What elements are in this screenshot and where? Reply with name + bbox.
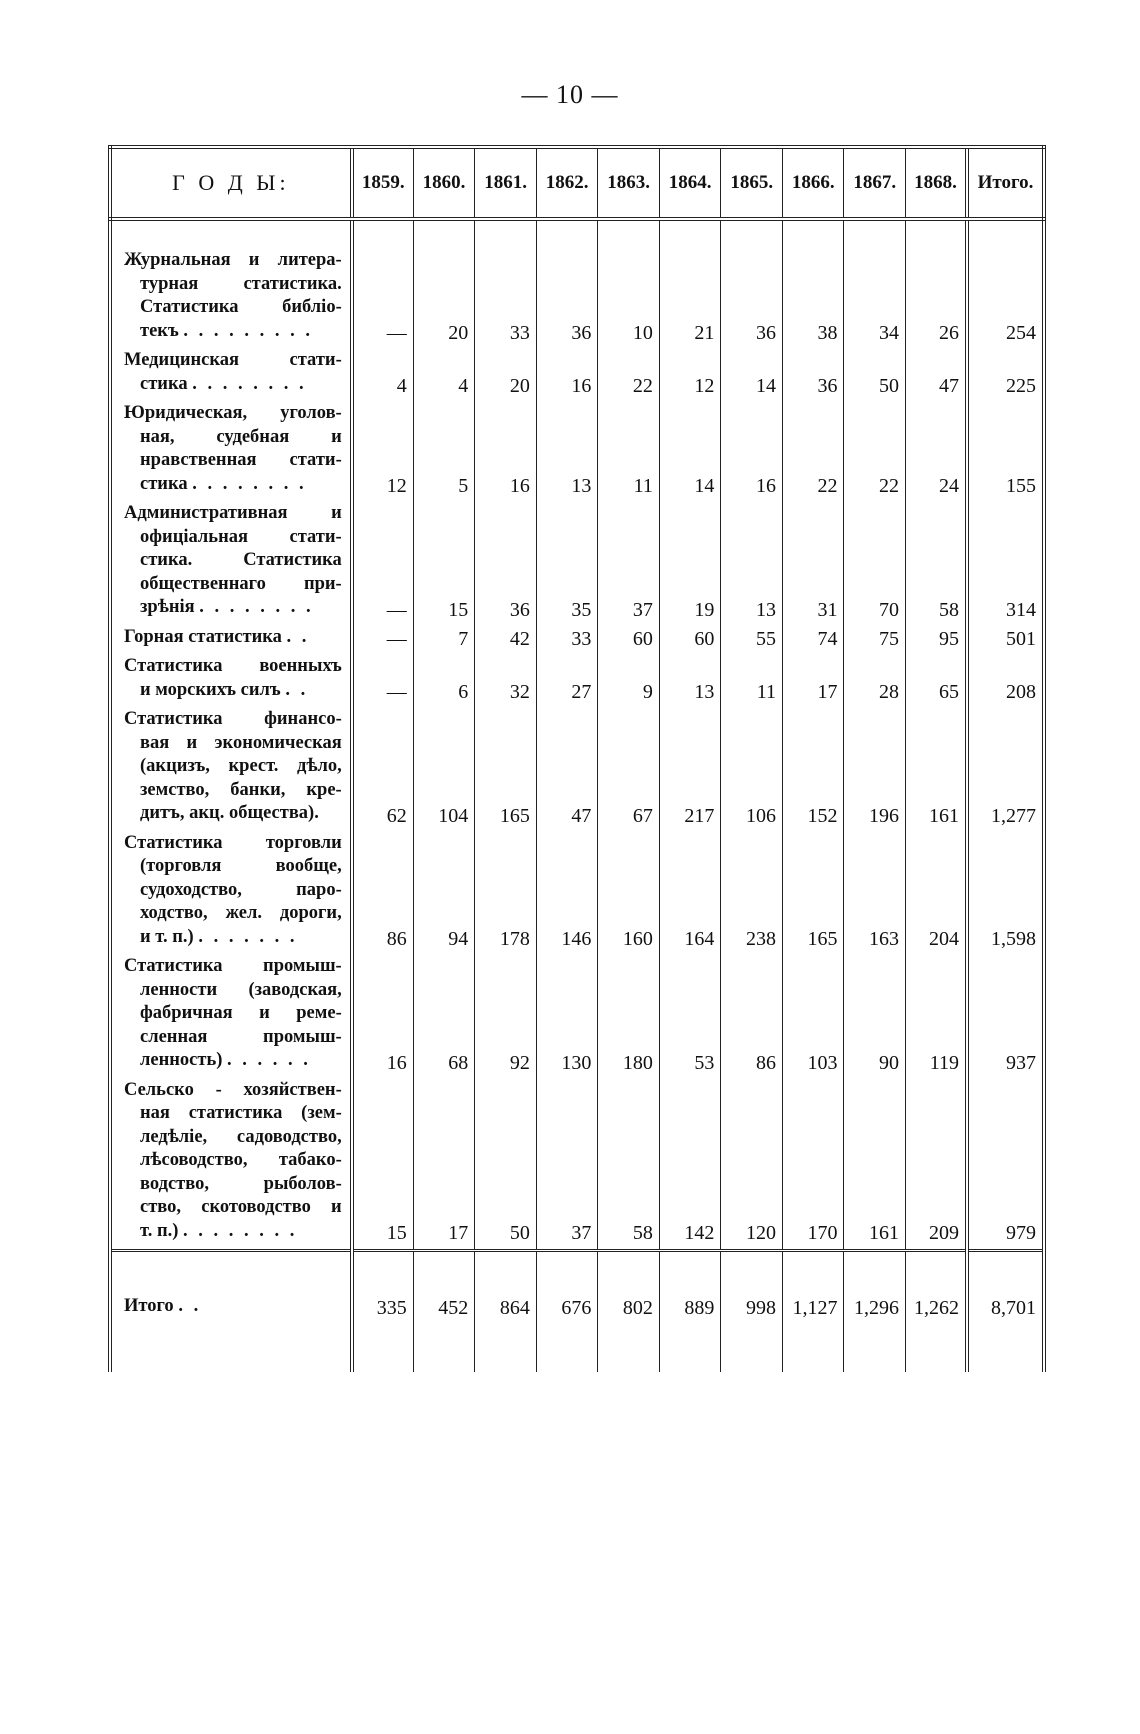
- value-cell: 160: [598, 832, 660, 956]
- category-line: Сельско - хозяйствен-: [124, 1079, 342, 1100]
- value-cell: 24: [906, 402, 968, 502]
- year-header: 1859.: [352, 147, 414, 219]
- value-cell: 90: [844, 955, 906, 1079]
- row-total-cell: 208: [967, 655, 1044, 708]
- category-line: (акцизъ, крест. дѣло,: [140, 756, 342, 776]
- value-cell: 163: [844, 832, 906, 956]
- category-line: ная, судебная и: [140, 426, 342, 447]
- category-line: т. п.) . . . . . . . .: [140, 1220, 298, 1241]
- row-total-cell: 225: [967, 349, 1044, 402]
- totals-row: [110, 1251, 1044, 1325]
- category-line: турная статистика.: [140, 273, 342, 294]
- category-line: текъ . . . . . . . . .: [140, 320, 313, 341]
- value-cell: 15: [413, 502, 475, 626]
- category-line: Статистика военныхъ: [124, 656, 342, 676]
- table-row: [110, 832, 1044, 956]
- year-total-cell: 335: [352, 1251, 414, 1325]
- value-cell: 11: [721, 655, 783, 708]
- value-cell: 146: [536, 832, 598, 956]
- category-line: стика. Статистика: [140, 550, 342, 570]
- value-cell: 92: [475, 955, 537, 1079]
- table-row: [110, 955, 1044, 1079]
- leader-dots: . .: [178, 1295, 202, 1316]
- value-cell: 178: [475, 832, 537, 956]
- value-cell: 130: [536, 955, 598, 1079]
- value-cell: 75: [844, 626, 906, 656]
- row-total-cell: 937: [967, 955, 1044, 1079]
- value-cell: 4: [352, 349, 414, 402]
- value-cell: 47: [906, 349, 968, 402]
- value-cell: 33: [536, 626, 598, 656]
- value-cell: 31: [782, 502, 844, 626]
- value-cell: 170: [782, 1079, 844, 1251]
- value-cell: 12: [659, 349, 721, 402]
- leader-dots: . .: [285, 679, 309, 700]
- grand-total-cell: 8,701: [967, 1251, 1044, 1325]
- value-cell: 11: [598, 402, 660, 502]
- category-line: и морскихъ силъ . .: [140, 679, 309, 700]
- years-header-label: Г О Д Ы:: [110, 147, 352, 219]
- bottom-space: [110, 1324, 1044, 1372]
- value-cell: 28: [844, 655, 906, 708]
- value-cell: 50: [475, 1079, 537, 1251]
- value-cell: 103: [782, 955, 844, 1079]
- category-label: [110, 708, 352, 832]
- value-cell: 55: [721, 626, 783, 656]
- value-cell: 17: [413, 1079, 475, 1251]
- year-header: 1868.: [906, 147, 968, 219]
- value-cell: 204: [906, 832, 968, 956]
- category-label: [110, 402, 352, 502]
- value-cell: 60: [659, 626, 721, 656]
- table-row: [110, 349, 1044, 402]
- value-cell: 58: [598, 1079, 660, 1251]
- value-cell: 164: [659, 832, 721, 956]
- value-cell: 60: [598, 626, 660, 656]
- category-line: Статистика промыш-: [124, 956, 342, 976]
- category-line: ная статистика (зем-: [140, 1103, 342, 1123]
- table-body: [110, 219, 1044, 1372]
- category-line: вая и экономическая: [140, 732, 342, 753]
- category-line: Статистика торговли: [124, 832, 342, 853]
- value-cell: 33: [475, 249, 537, 349]
- category-line: ледѣліе, садоводство,: [140, 1126, 342, 1147]
- value-cell: 161: [844, 1079, 906, 1251]
- value-cell: 4: [413, 349, 475, 402]
- year-header: 1863.: [598, 147, 660, 219]
- table-row: [110, 249, 1044, 349]
- value-cell: 14: [721, 349, 783, 402]
- category-line: и т. п.) . . . . . . .: [140, 926, 298, 947]
- leader-dots: . . . . . .: [227, 1050, 311, 1070]
- value-cell: 47: [536, 708, 598, 832]
- row-total-cell: 1,598: [967, 832, 1044, 956]
- leader-dots: . . . . . . .: [198, 926, 298, 947]
- leader-dots: . . . . . . . .: [183, 1220, 298, 1241]
- value-cell: 10: [598, 249, 660, 349]
- category-line: Медицинская стати-: [124, 350, 342, 370]
- row-total-cell: 254: [967, 249, 1044, 349]
- value-cell: 16: [475, 402, 537, 502]
- row-total-cell: 314: [967, 502, 1044, 626]
- value-cell: 37: [536, 1079, 598, 1251]
- row-total-cell: 1,277: [967, 708, 1044, 832]
- category-line: зрѣнія . . . . . . . .: [140, 597, 314, 617]
- category-label: [110, 832, 352, 956]
- category-line: сленная промыш-: [140, 1026, 342, 1047]
- value-cell: 120: [721, 1079, 783, 1251]
- category-label: [110, 349, 352, 402]
- category-label: [110, 502, 352, 626]
- year-header: 1864.: [659, 147, 721, 219]
- year-total-cell: 1,296: [844, 1251, 906, 1325]
- spacer: [110, 219, 1044, 249]
- category-line: Статистика финансо-: [124, 709, 342, 729]
- value-cell: 104: [413, 708, 475, 832]
- value-cell: 15: [352, 1079, 414, 1251]
- year-header: 1862.: [536, 147, 598, 219]
- value-cell: 58: [906, 502, 968, 626]
- table-row: [110, 502, 1044, 626]
- leader-dots: . . . . . . . .: [192, 373, 307, 394]
- category-line: водство, рыболов-: [140, 1173, 342, 1194]
- value-cell: 165: [782, 832, 844, 956]
- year-header: 1865.: [721, 147, 783, 219]
- category-label: [110, 955, 352, 1079]
- value-cell: 26: [906, 249, 968, 349]
- value-cell: 70: [844, 502, 906, 626]
- value-cell: 20: [475, 349, 537, 402]
- year-total-cell: 452: [413, 1251, 475, 1325]
- value-cell: 22: [844, 402, 906, 502]
- category-line: стика . . . . . . . .: [140, 373, 307, 394]
- value-cell: 13: [536, 402, 598, 502]
- value-cell: 42: [475, 626, 537, 656]
- year-total-cell: 998: [721, 1251, 783, 1325]
- header-row: [110, 147, 1044, 219]
- row-total-cell: 979: [967, 1079, 1044, 1251]
- value-cell: 37: [598, 502, 660, 626]
- value-cell: 35: [536, 502, 598, 626]
- value-cell: 14: [659, 402, 721, 502]
- leader-dots: . . . . . . . . .: [183, 320, 313, 341]
- category-label: [110, 655, 352, 708]
- row-total-cell: 155: [967, 402, 1044, 502]
- leader-dots: . . . . . . . .: [192, 473, 307, 494]
- value-cell: 5: [413, 402, 475, 502]
- table-row: [110, 655, 1044, 708]
- year-total-cell: 676: [536, 1251, 598, 1325]
- year-total-cell: 864: [475, 1251, 537, 1325]
- leader-dots: . . . . . . . .: [199, 597, 314, 617]
- table-row: [110, 708, 1044, 832]
- page-number: — 10 —: [521, 80, 619, 109]
- value-cell: 34: [844, 249, 906, 349]
- leader-dots: . .: [286, 626, 310, 647]
- year-header: 1861.: [475, 147, 537, 219]
- year-total-cell: 889: [659, 1251, 721, 1325]
- value-cell: 27: [536, 655, 598, 708]
- value-cell: 21: [659, 249, 721, 349]
- value-cell: 36: [721, 249, 783, 349]
- category-line: судоходство, паро-: [140, 879, 342, 900]
- value-cell: —: [352, 502, 414, 626]
- value-cell: 119: [906, 955, 968, 1079]
- category-line: нравственная стати-: [140, 450, 342, 470]
- value-cell: 74: [782, 626, 844, 656]
- value-cell: 53: [659, 955, 721, 1079]
- category-line: земство, банки, кре-: [140, 779, 342, 800]
- value-cell: 36: [536, 249, 598, 349]
- value-cell: 7: [413, 626, 475, 656]
- value-cell: 209: [906, 1079, 968, 1251]
- value-cell: 36: [475, 502, 537, 626]
- year-header: 1860.: [413, 147, 475, 219]
- value-cell: 16: [536, 349, 598, 402]
- value-cell: —: [352, 655, 414, 708]
- table-row: [110, 626, 1044, 656]
- value-cell: 152: [782, 708, 844, 832]
- table-row: [110, 1079, 1044, 1251]
- value-cell: 36: [782, 349, 844, 402]
- category-label: [110, 626, 352, 656]
- value-cell: 180: [598, 955, 660, 1079]
- category-line: стика . . . . . . . .: [140, 473, 307, 494]
- year-total-cell: 1,127: [782, 1251, 844, 1325]
- value-cell: 22: [782, 402, 844, 502]
- category-line: ходство, жел. дороги,: [140, 903, 342, 923]
- category-line: фабричная и реме-: [140, 1003, 342, 1023]
- value-cell: 9: [598, 655, 660, 708]
- year-header: 1866.: [782, 147, 844, 219]
- value-cell: 16: [721, 402, 783, 502]
- value-cell: 17: [782, 655, 844, 708]
- category-line: дитъ, акц. общества).: [140, 803, 319, 823]
- value-cell: 6: [413, 655, 475, 708]
- value-cell: 62: [352, 708, 414, 832]
- value-cell: 22: [598, 349, 660, 402]
- value-cell: 13: [721, 502, 783, 626]
- category-line: Горная статистика . .: [124, 626, 310, 647]
- category-line: ство, скотоводство и: [140, 1197, 342, 1217]
- value-cell: 13: [659, 655, 721, 708]
- category-line: офиціальная стати-: [140, 526, 342, 547]
- value-cell: 67: [598, 708, 660, 832]
- category-label: [110, 249, 352, 349]
- value-cell: 50: [844, 349, 906, 402]
- value-cell: 86: [352, 832, 414, 956]
- value-cell: 68: [413, 955, 475, 1079]
- value-cell: 106: [721, 708, 783, 832]
- value-cell: —: [352, 249, 414, 349]
- value-cell: 161: [906, 708, 968, 832]
- value-cell: 238: [721, 832, 783, 956]
- value-cell: 16: [352, 955, 414, 1079]
- category-line: ленности (заводская,: [140, 979, 342, 1000]
- value-cell: 12: [352, 402, 414, 502]
- table-row: [110, 402, 1044, 502]
- value-cell: 38: [782, 249, 844, 349]
- value-cell: —: [352, 626, 414, 656]
- row-total-cell: 501: [967, 626, 1044, 656]
- category-line: Статистика библіо-: [140, 297, 342, 317]
- year-total-cell: 802: [598, 1251, 660, 1325]
- value-cell: 165: [475, 708, 537, 832]
- value-cell: 196: [844, 708, 906, 832]
- year-header: 1867.: [844, 147, 906, 219]
- category-line: Журнальная и литера-: [124, 250, 342, 270]
- value-cell: 65: [906, 655, 968, 708]
- value-cell: 19: [659, 502, 721, 626]
- category-line: Административная и: [124, 503, 342, 523]
- value-cell: 142: [659, 1079, 721, 1251]
- statistics-table: [108, 145, 1046, 1372]
- category-line: лѣсоводство, табако-: [140, 1150, 342, 1170]
- value-cell: 217: [659, 708, 721, 832]
- category-line: Юридическая, уголов-: [124, 403, 342, 423]
- year-total-cell: 1,262: [906, 1251, 968, 1325]
- value-cell: 86: [721, 955, 783, 1079]
- value-cell: 32: [475, 655, 537, 708]
- category-line: ленность) . . . . . .: [140, 1050, 311, 1070]
- total-header: Итого.: [967, 147, 1044, 219]
- category-line: (торговля вообще,: [140, 856, 342, 876]
- value-cell: 94: [413, 832, 475, 956]
- value-cell: 95: [906, 626, 968, 656]
- category-label: [110, 1079, 352, 1251]
- totals-label: Итого . .: [110, 1251, 352, 1325]
- category-line: общественнаго при-: [140, 573, 342, 594]
- value-cell: 20: [413, 249, 475, 349]
